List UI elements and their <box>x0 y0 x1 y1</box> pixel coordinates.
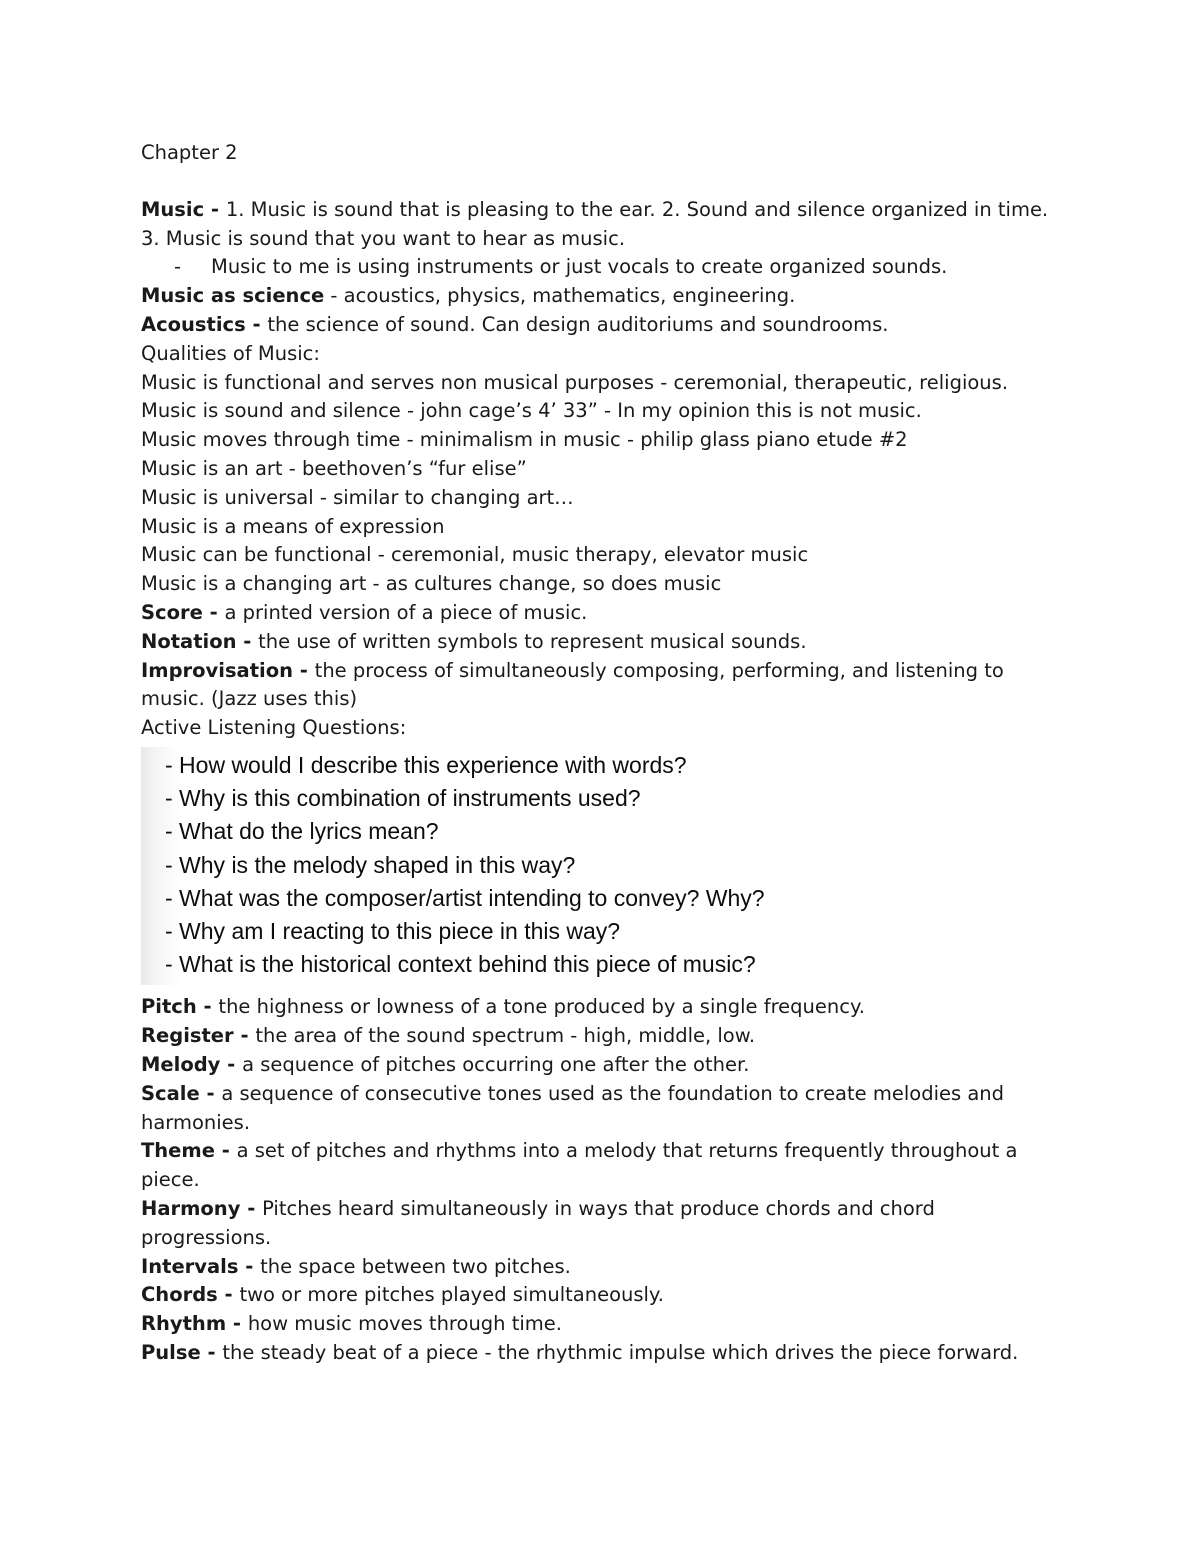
definition-term: Improvisation - <box>141 658 315 682</box>
document-page <box>141 139 1071 1368</box>
question-item: - What was the composer/artist intending to convey? Why? <box>165 884 765 911</box>
definition-text: a sequence of pitches occurring one after the other. <box>242 1052 750 1076</box>
definition-term: Harmony - <box>141 1196 263 1220</box>
definitions-group-a <box>141 282 1071 340</box>
definition-term: Notation - <box>141 629 259 653</box>
definition-item <box>141 628 1071 657</box>
definitions-group-c <box>141 993 1071 1367</box>
definition-item <box>141 1310 1071 1339</box>
definition-item <box>141 1080 1071 1138</box>
question-item: - Why am I reacting to this piece in this way? <box>165 917 621 944</box>
definition-text: the area of the sound spectrum - high, middle, low. <box>255 1024 756 1048</box>
active-listening-heading: Active Listening Questions: <box>141 716 407 740</box>
definition-text: the process of simultaneously composing, performing, and listening to music. (Jazz uses this) <box>141 658 1004 711</box>
definition-text: a printed version of a piece of music. <box>224 600 588 624</box>
definition-item <box>141 1339 1071 1368</box>
definition-term: Music - <box>141 197 226 221</box>
definition-text: the highness or lowness of a tone produced by a single frequency. <box>218 995 865 1019</box>
definition-text: a set of pitches and rhythms into a melody that returns frequently throughout a piece. <box>141 1139 1018 1192</box>
quality-item: Music is a means of expression <box>141 514 445 538</box>
definition-term: Melody - <box>141 1052 243 1076</box>
definition-item <box>141 1195 1071 1253</box>
active-listening-questions-image <box>141 747 895 985</box>
definition-text: the use of written symbols to represent musical sounds. <box>258 629 807 653</box>
definition-item <box>141 1137 1071 1195</box>
chapter-title: Chapter 2 <box>141 141 238 164</box>
definition-text: the steady beat of a piece - the rhythmic impulse which drives the piece forward. <box>222 1340 1019 1364</box>
question-item: - Why is this combination of instruments used? <box>165 785 641 812</box>
definition-text: - acoustics, physics, mathematics, engineering. <box>324 284 796 308</box>
definition-music <box>141 196 1071 254</box>
definition-item <box>141 1022 1071 1051</box>
definition-term: Chords - <box>141 1283 240 1307</box>
definition-item <box>141 282 1071 311</box>
definition-term: Score - <box>141 600 225 624</box>
definition-term: Theme - <box>141 1139 237 1163</box>
quality-item: Music can be functional - ceremonial, music therapy, elevator music <box>141 543 809 567</box>
definition-text: Pitches heard simultaneously in ways that produce chords and chord progressions. <box>141 1196 935 1249</box>
definition-item <box>141 311 1071 340</box>
active-listening-section <box>141 714 1071 985</box>
definition-term: Pitch - <box>141 995 219 1019</box>
bullet-text: Music to me is using instruments or just vocals to create organized sounds. <box>211 255 948 279</box>
definition-text: two or more pitches played simultaneously. <box>239 1283 664 1307</box>
definition-text: how music moves through time. <box>247 1312 562 1336</box>
quality-item: Music is functional and serves non musical purposes - ceremonial, therapeutic, religious. <box>141 370 1009 394</box>
definition-item <box>141 599 1071 628</box>
definition-item <box>141 993 1071 1022</box>
quality-item: Music is an art - beethoven’s “fur elise” <box>141 456 527 480</box>
definition-term: Pulse - <box>141 1340 223 1364</box>
question-item: - What is the historical context behind this piece of music? <box>165 951 756 978</box>
bullet-music-to-me <box>141 253 1071 282</box>
qualities-heading: Qualities of Music: <box>141 341 320 365</box>
question-item: - How would I describe this experience with words? <box>165 751 687 778</box>
definition-term: Scale - <box>141 1081 222 1105</box>
definition-item <box>141 1253 1071 1282</box>
definition-item <box>141 657 1071 715</box>
definition-term: Rhythm - <box>141 1312 248 1336</box>
quality-item: Music is sound and silence - john cage’s 4’ 33” - In my opinion this is not music. <box>141 399 922 423</box>
question-item: - What do the lyrics mean? <box>165 818 439 845</box>
quality-item: Music is universal - similar to changing art… <box>141 485 574 509</box>
definition-text: the space between two pitches. <box>260 1254 571 1278</box>
dash-bullet: - <box>174 255 182 279</box>
definition-term: Music as science <box>141 284 325 308</box>
qualities-section <box>141 340 1071 599</box>
quality-item: Music is a changing art - as cultures change, so does music <box>141 572 722 596</box>
definition-term: Intervals - <box>141 1254 261 1278</box>
definition-text: the science of sound. Can design auditoriums and soundrooms. <box>267 312 889 336</box>
definition-text: 1. Music is sound that is pleasing to the ear. 2. Sound and silence organized in time. 3. Music is sound that you want to hear as music. <box>141 197 1049 250</box>
definition-term: Acoustics - <box>141 312 268 336</box>
definition-text: a sequence of consecutive tones used as the foundation to create melodies and harmonies. <box>141 1081 1005 1134</box>
question-item: - Why is the melody shaped in this way? <box>165 851 576 878</box>
quality-item: Music moves through time - minimalism in music - philip glass piano etude #2 <box>141 428 908 452</box>
definition-item <box>141 1281 1071 1310</box>
definition-term: Register - <box>141 1024 256 1048</box>
definition-item <box>141 1051 1071 1080</box>
definitions-group-b <box>141 599 1071 714</box>
